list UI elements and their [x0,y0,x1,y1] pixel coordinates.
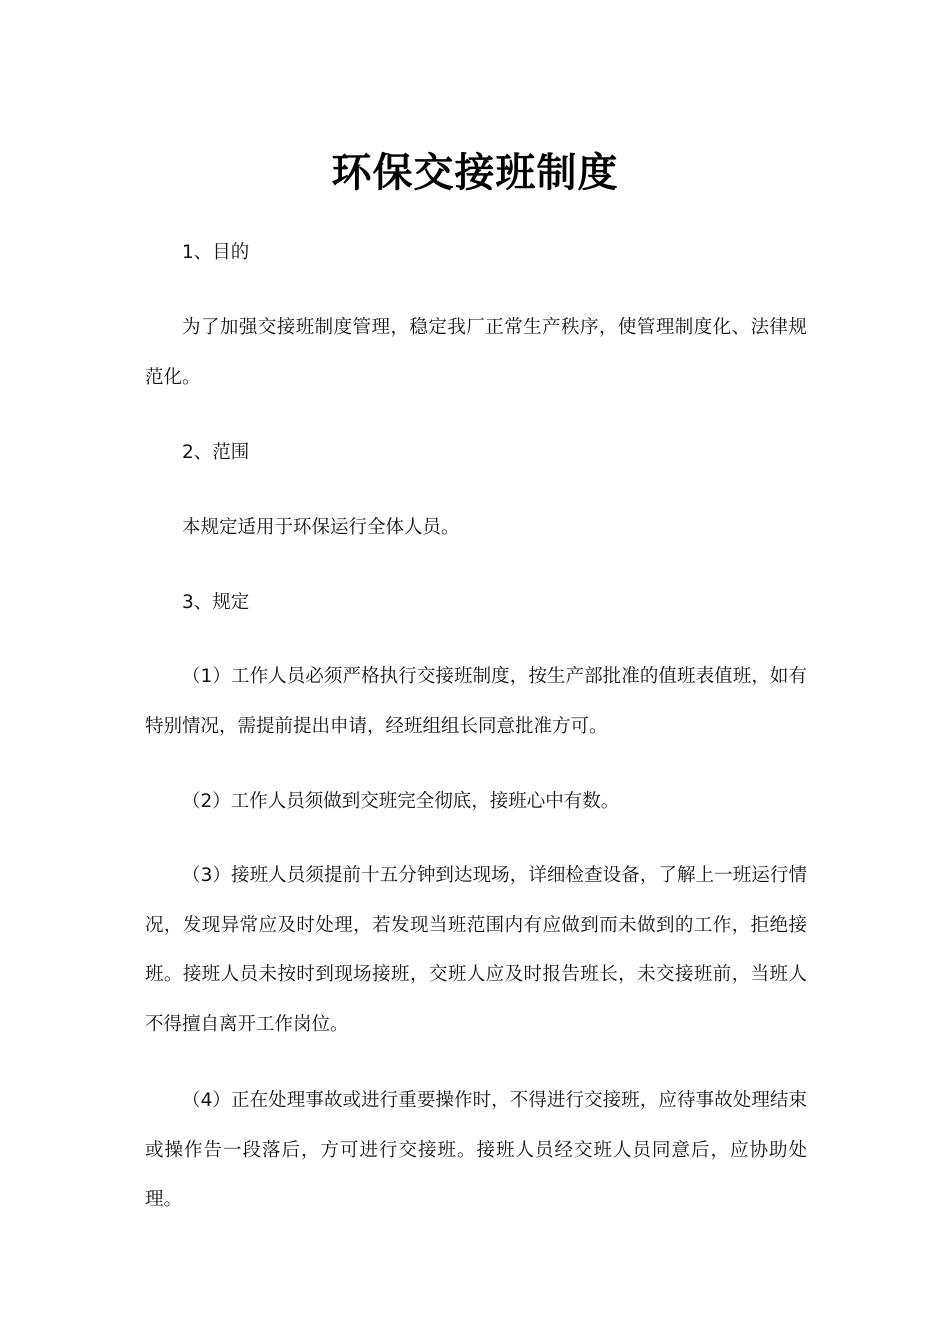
section-heading-purpose: 1、目的 [182,242,250,263]
section-heading-scope: 2、范围 [182,442,250,463]
rule-item-4: （4）正在处理事故或进行重要操作时，不得进行交接班，应待事故处理结束或操作告一段落后，方可进行交接班。接班人员经交班人员同意后，应协助处理。 [145,1090,807,1210]
section-heading-rules: 3、规定 [182,592,250,613]
rule-item-1: （1）工作人员必须严格执行交接班制度，按生产部批准的值班表值班，如有特别情况，需提前提出申请，经班组组长同意批准方可。 [145,666,807,737]
rule-item-3: （3）接班人员须提前十五分钟到达现场，详细检查设备，了解上一班运行情况，发现异常应及时处理，若发现当班范围内有应做到而未做到的工作，拒绝接班。接班人员未按时到现场接班，交班人应及时报告班长，未交接班前，当班人不得擅自离开工作岗位。 [145,865,807,1035]
rule-item-2: （2）工作人员须做到交班完全彻底，接班心中有数。 [182,791,620,812]
document-title: 环保交接班制度 [331,150,619,196]
purpose-paragraph: 为了加强交接班制度管理，稳定我厂正常生产秩序，使管理制度化、法律规范化。 [145,317,807,388]
scope-paragraph: 本规定适用于环保运行全体人员。 [182,517,460,538]
